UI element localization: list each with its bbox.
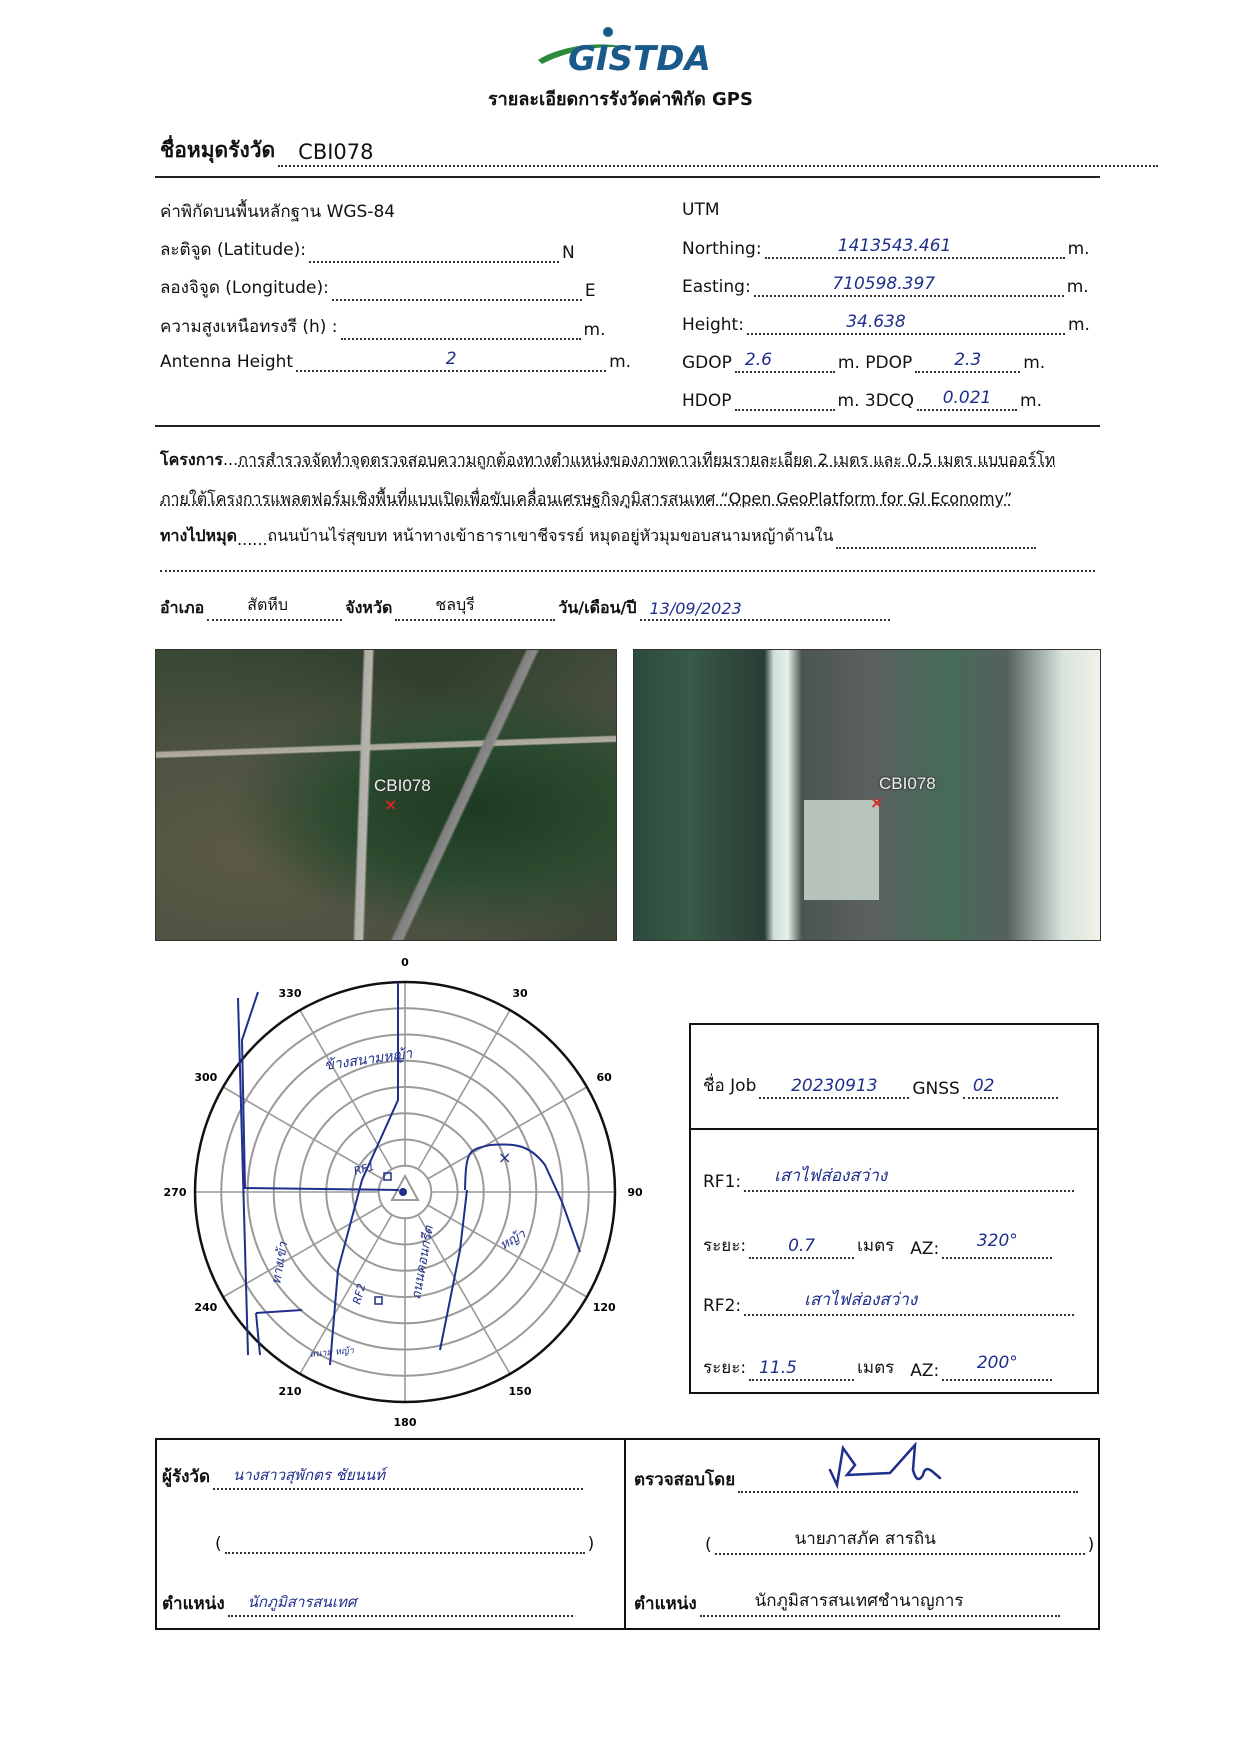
antenna-height-row [160, 350, 631, 372]
rf1-distance-label: ระยะ: [703, 1236, 747, 1256]
rf1-row [703, 1166, 1077, 1192]
detail-station-marker-icon: × [870, 793, 884, 812]
longitude-unit: E [584, 281, 596, 301]
northing-label: Northing: [682, 239, 762, 259]
easting-row [682, 275, 1089, 297]
checker-name-row: ( นายภาสภัค สารถิน ) [705, 1533, 1094, 1555]
rf2-distance-value: 11.5 [759, 1358, 797, 1378]
rf1-distance-value: 0.7 [788, 1236, 816, 1256]
sketch-annotation: สนาม หญ้า [309, 1346, 355, 1360]
job-field [759, 1077, 909, 1099]
gdop-label: GDOP [682, 353, 732, 373]
job-row [703, 1072, 1061, 1099]
latitude-field [309, 241, 559, 263]
dop-row [682, 351, 1045, 373]
antenna-height-value: 2 [445, 349, 457, 369]
pdop-unit: m. [1023, 353, 1046, 373]
checker-signature [825, 1440, 955, 1490]
rf1-az-value: 320° [976, 1231, 1018, 1251]
rf1-label: RF1: [703, 1172, 742, 1192]
polar-tick-label: 210 [278, 1385, 302, 1399]
height-unit: m. [1067, 315, 1090, 335]
northing-unit: m. [1067, 239, 1090, 259]
polar-tick-label: 240 [194, 1301, 218, 1314]
polar-tick-label: 270 [163, 1186, 187, 1199]
gnss-field [963, 1077, 1058, 1099]
checker-position-row [634, 1590, 1063, 1617]
surveyor-name-paren-row: ( ) [215, 1534, 595, 1554]
surveyor-row [162, 1463, 586, 1490]
sketch-annotation: ข้างสนามหญ้า [323, 1045, 414, 1074]
polar-tick-label: 330 [278, 986, 302, 1000]
sketch-annotation: RF2 [350, 1282, 369, 1306]
reference-point-rf2 [375, 1297, 382, 1304]
overview-satellite-image [155, 649, 617, 941]
surveyor-label: ผู้รังวัด [162, 1467, 210, 1487]
height-label: Height: [682, 315, 744, 335]
sketch-annotation: RF1 [352, 1159, 377, 1178]
checker-name: นายภาสภัค สารถิน [794, 1529, 936, 1549]
polar-tick-label: 150 [508, 1385, 532, 1399]
rf1-field [744, 1166, 1074, 1192]
latitude-label: ละติจูด (Latitude): [160, 240, 306, 260]
divider [155, 176, 1100, 178]
rf2-distance-field [749, 1359, 854, 1381]
northing-value: 1413543.461 [837, 236, 952, 256]
latitude-unit: N [561, 243, 575, 263]
overview-station-label: CBI078 [374, 776, 431, 795]
ellipsoid-height-label: ความสูงเหนือทรงรี (h) : [160, 317, 338, 337]
latitude-row [160, 236, 575, 263]
rf2-az-field [942, 1353, 1052, 1381]
northing-field [765, 237, 1065, 259]
logo-swoosh-icon [530, 18, 720, 78]
dcq-field [917, 389, 1017, 411]
sketch-annotation: หญ้า [497, 1226, 529, 1254]
polar-tick-label: 0 [401, 956, 409, 969]
project-text-1: การสำรวจจัดทำจุดตรวจสอบความถูกต้องทางตำแหน่งของภาพดาวเทียมรายละเอียด 2 เมตร และ 0.5 เมตร แบบออร์โท [238, 450, 1056, 469]
surveyor-position: นักภูมิสารสนเทศ [247, 1593, 357, 1611]
logo-text: GISTDA [568, 39, 711, 79]
cross-mark-icon: × [498, 1148, 512, 1167]
station-field [278, 140, 1158, 167]
station-point [399, 1188, 407, 1196]
detail-station-label: CBI078 [879, 774, 936, 793]
wgs84-heading: ค่าพิกัดบนพื้นหลักฐาน WGS-84 [160, 202, 396, 222]
polar-tick-label: 30 [512, 986, 528, 1000]
polar-tick-label: 300 [194, 1071, 218, 1084]
gdop-field [735, 351, 835, 373]
date-value: 13/09/2023 [649, 599, 742, 618]
hdop-row [682, 389, 1042, 411]
gistda-logo [530, 18, 720, 78]
hdop-field [735, 389, 835, 411]
signature-divider [624, 1438, 626, 1630]
sketch-annotation: ถนนคอนกรีต [409, 1224, 437, 1301]
polar-tick-label: 60 [596, 1071, 612, 1084]
checker-name-field [715, 1529, 1085, 1555]
surveyor-printed-name-field [225, 1532, 585, 1554]
northing-row [682, 237, 1090, 259]
location-row [160, 596, 893, 621]
rf1-distance-row [703, 1232, 1055, 1259]
checker-position-field [700, 1591, 1060, 1617]
dcq-value: 0.021 [942, 388, 992, 408]
easting-label: Easting: [682, 277, 751, 297]
polar-tick-label: 180 [393, 1416, 417, 1429]
detail-satellite-image [633, 649, 1101, 941]
province-value: ชลบุรี [435, 595, 475, 614]
height-row [682, 313, 1090, 335]
rf2-label: RF2: [703, 1296, 742, 1316]
route-text: ถนนบ้านไร่สุขบท หน้าทางเข้าธาราเขาชีจรรย์ หมุดอยู่หัวมุมขอบสนามหญ้าด้านใน [267, 526, 834, 545]
longitude-field [332, 279, 582, 301]
antenna-height-label: Antenna Height [160, 352, 294, 372]
rf2-field [744, 1290, 1074, 1316]
checker-label: ตรวจสอบโดย [634, 1470, 736, 1490]
station-name: CBI078 [298, 140, 374, 164]
surveyor-position-field [228, 1595, 573, 1617]
province-field [395, 595, 555, 621]
station-label: ชื่อหมุดรังวัด [160, 138, 276, 162]
ellipsoid-height-row [160, 313, 606, 340]
page-title: รายละเอียดการรังวัดค่าพิกัด GPS [488, 89, 753, 110]
date-field [640, 599, 890, 621]
route-field-line2 [160, 570, 1095, 572]
pdop-label: m. PDOP [837, 353, 913, 373]
rf1-value: เสาไฟส่องสว่าง [774, 1166, 888, 1186]
surveyor-position-label: ตำแหน่ง [162, 1594, 225, 1614]
polar-tick-label: 90 [627, 1186, 643, 1199]
ellipsoid-height-field [341, 318, 581, 340]
rf2-distance-row [703, 1354, 1055, 1381]
hdop-label: HDOP [682, 391, 732, 411]
longitude-label: ลองจิจูด (Longitude): [160, 278, 329, 298]
rf1-meter-label: เมตร [857, 1236, 895, 1256]
gnss-label: GNSS [912, 1079, 960, 1099]
district-field [207, 595, 342, 621]
sketch-line [256, 1313, 260, 1355]
district-value: สัตหีบ [247, 595, 289, 614]
job-value: 20230913 [791, 1076, 878, 1096]
rf2-meter-label: เมตร [857, 1358, 895, 1378]
project-line2: ภายใต้โครงการแพลตฟอร์มเชิงพื้นที่แบบเปิดเพื่อขับเคลื่อนเศรษฐกิจภูมิสารสนเทศ “Open GeoPlatform for GI Economy” [160, 489, 1013, 508]
rf1-az-field [942, 1231, 1052, 1259]
easting-unit: m. [1066, 277, 1089, 297]
job-label: ชื่อ Job [703, 1076, 757, 1096]
center-triangle-icon [392, 1176, 418, 1200]
divider [155, 425, 1100, 427]
gnss-value: 02 [972, 1076, 995, 1096]
height-field [747, 313, 1065, 335]
surveyor-field [213, 1468, 583, 1490]
polar-tick-label: 120 [592, 1301, 616, 1314]
route-row: ทางไปหมุด ...... ถนนบ้านไร่สุขบท หน้าทางเข้าธาราเขาชีจรรย์ หมุดอยู่หัวมุมขอบสนามหญ้าด้านใน [160, 524, 1039, 549]
checker-position: นักภูมิสารสนเทศชำนาญการ [754, 1591, 964, 1611]
rf2-az-value: 200° [976, 1353, 1018, 1373]
ellipsoid-height-unit: m. [583, 320, 606, 340]
station-row [160, 134, 1161, 167]
station-marker-icon: × [384, 795, 398, 814]
rf2-az-label: AZ: [910, 1361, 940, 1381]
antenna-height-unit: m. [609, 352, 632, 372]
date-label: วัน/เดือน/ปี [558, 598, 637, 617]
surveyor-position-row [162, 1590, 576, 1617]
height-value: 34.638 [846, 312, 906, 332]
easting-value: 710598.397 [832, 274, 936, 294]
province-label: จังหวัด [345, 598, 393, 617]
project-line1: โครงการ...การสำรวจจัดทำจุดตรวจสอบความถูกต้องทางตำแหน่งของภาพดาวเทียมรายละเอียด 2 เมตร และ 0.5 เมตร แบบออร์โท [160, 450, 1056, 469]
rf1-az-label: AZ: [910, 1239, 940, 1259]
utm-heading: UTM [682, 200, 720, 220]
sky-plot [163, 950, 643, 1430]
rf2-row [703, 1290, 1077, 1316]
project-label: โครงการ [160, 450, 223, 469]
district-label: อำเภอ [160, 598, 205, 617]
route-label: ทางไปหมุด [160, 526, 238, 545]
longitude-row [160, 274, 596, 301]
sketch-line [256, 1310, 302, 1313]
gdop-value: 2.6 [744, 350, 772, 370]
easting-field [754, 275, 1064, 297]
checker-position-label: ตำแหน่ง [634, 1594, 697, 1614]
rf2-distance-label: ระยะ: [703, 1358, 747, 1378]
pdop-value: 2.3 [954, 350, 982, 370]
surveyor-name: นางสาวสุพักตร ชัยนนท์ [232, 1466, 386, 1484]
pdop-field [915, 351, 1020, 373]
rf1-distance-field [749, 1237, 854, 1259]
antenna-height-field [296, 350, 606, 372]
dcq-label: m. 3DCQ [837, 391, 915, 411]
route-field [836, 527, 1036, 549]
rf2-value: เสาไฟส่องสว่าง [804, 1290, 918, 1310]
sketch-annotation: ทางเข้า [269, 1240, 292, 1286]
detail-light-patch [804, 800, 879, 900]
dcq-unit: m. [1020, 391, 1043, 411]
